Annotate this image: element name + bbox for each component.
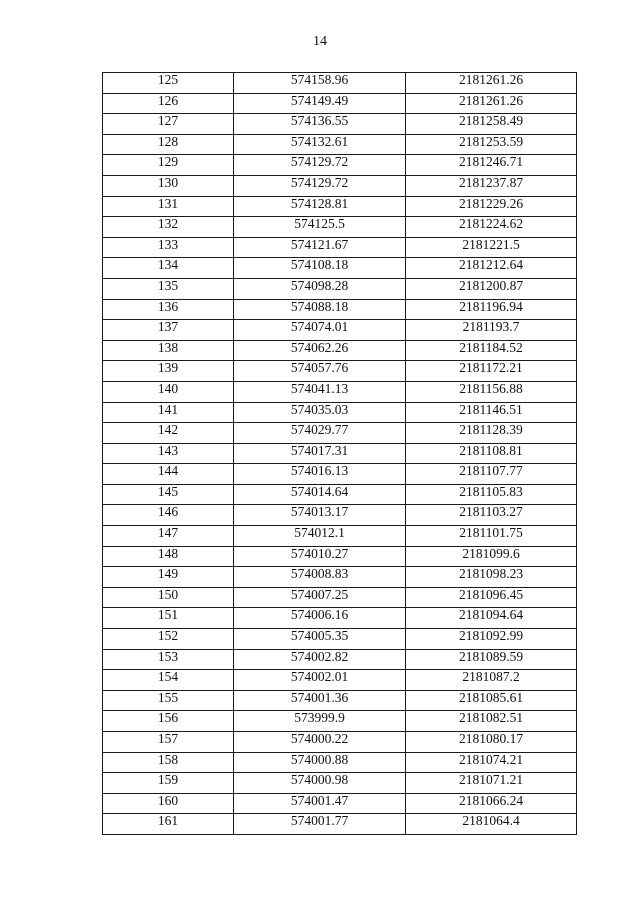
y-coordinate-cell: 2181096.45 bbox=[406, 587, 577, 608]
y-coordinate-cell: 2181101.75 bbox=[406, 526, 577, 547]
coordinates-table bbox=[102, 72, 577, 835]
point-number-cell: 160 bbox=[103, 793, 234, 814]
y-coordinate-cell: 2181074.21 bbox=[406, 752, 577, 773]
point-number-cell: 144 bbox=[103, 464, 234, 485]
x-coordinate-cell: 574158.96 bbox=[234, 73, 406, 94]
point-number-cell: 128 bbox=[103, 134, 234, 155]
x-coordinate-cell: 574017.31 bbox=[234, 443, 406, 464]
x-coordinate-cell: 574029.77 bbox=[234, 423, 406, 444]
point-number-cell: 150 bbox=[103, 587, 234, 608]
table-row bbox=[103, 526, 577, 547]
x-coordinate-cell: 574129.72 bbox=[234, 175, 406, 196]
y-coordinate-cell: 2181258.49 bbox=[406, 114, 577, 135]
y-coordinate-cell: 2181128.39 bbox=[406, 423, 577, 444]
point-number-cell: 148 bbox=[103, 546, 234, 567]
table-row bbox=[103, 567, 577, 588]
y-coordinate-cell: 2181103.27 bbox=[406, 505, 577, 526]
table-row bbox=[103, 752, 577, 773]
x-coordinate-cell: 574016.13 bbox=[234, 464, 406, 485]
table-row bbox=[103, 155, 577, 176]
point-number-cell: 137 bbox=[103, 320, 234, 341]
x-coordinate-cell: 574000.98 bbox=[234, 773, 406, 794]
table-row bbox=[103, 423, 577, 444]
point-number-cell: 140 bbox=[103, 381, 234, 402]
x-coordinate-cell: 574007.25 bbox=[234, 587, 406, 608]
x-coordinate-cell: 574013.17 bbox=[234, 505, 406, 526]
point-number-cell: 142 bbox=[103, 423, 234, 444]
x-coordinate-cell: 574136.55 bbox=[234, 114, 406, 135]
table-row bbox=[103, 711, 577, 732]
x-coordinate-cell: 574002.01 bbox=[234, 670, 406, 691]
y-coordinate-cell: 2181229.26 bbox=[406, 196, 577, 217]
point-number-cell: 159 bbox=[103, 773, 234, 794]
point-number-cell: 156 bbox=[103, 711, 234, 732]
x-coordinate-cell: 574010.27 bbox=[234, 546, 406, 567]
y-coordinate-cell: 2181196.94 bbox=[406, 299, 577, 320]
table-row bbox=[103, 278, 577, 299]
x-coordinate-cell: 574001.77 bbox=[234, 814, 406, 835]
y-coordinate-cell: 2181105.83 bbox=[406, 484, 577, 505]
table-row bbox=[103, 114, 577, 135]
y-coordinate-cell: 2181200.87 bbox=[406, 278, 577, 299]
y-coordinate-cell: 2181064.4 bbox=[406, 814, 577, 835]
x-coordinate-cell: 573999.9 bbox=[234, 711, 406, 732]
y-coordinate-cell: 2181246.71 bbox=[406, 155, 577, 176]
y-coordinate-cell: 2181099.6 bbox=[406, 546, 577, 567]
table-row bbox=[103, 690, 577, 711]
point-number-cell: 139 bbox=[103, 361, 234, 382]
point-number-cell: 132 bbox=[103, 217, 234, 238]
x-coordinate-cell: 574125.5 bbox=[234, 217, 406, 238]
x-coordinate-cell: 574121.67 bbox=[234, 237, 406, 258]
y-coordinate-cell: 2181082.51 bbox=[406, 711, 577, 732]
x-coordinate-cell: 574035.03 bbox=[234, 402, 406, 423]
point-number-cell: 152 bbox=[103, 629, 234, 650]
point-number-cell: 149 bbox=[103, 567, 234, 588]
point-number-cell: 158 bbox=[103, 752, 234, 773]
x-coordinate-cell: 574000.22 bbox=[234, 732, 406, 753]
table-row bbox=[103, 484, 577, 505]
y-coordinate-cell: 2181108.81 bbox=[406, 443, 577, 464]
table-row bbox=[103, 402, 577, 423]
point-number-cell: 130 bbox=[103, 175, 234, 196]
coordinates-table-body bbox=[103, 73, 577, 835]
table-row bbox=[103, 340, 577, 361]
point-number-cell: 125 bbox=[103, 73, 234, 94]
table-row bbox=[103, 649, 577, 670]
y-coordinate-cell: 2181193.7 bbox=[406, 320, 577, 341]
table-row bbox=[103, 134, 577, 155]
x-coordinate-cell: 574074.01 bbox=[234, 320, 406, 341]
table-row bbox=[103, 361, 577, 382]
y-coordinate-cell: 2181156.88 bbox=[406, 381, 577, 402]
point-number-cell: 129 bbox=[103, 155, 234, 176]
x-coordinate-cell: 574041.13 bbox=[234, 381, 406, 402]
table-row bbox=[103, 175, 577, 196]
y-coordinate-cell: 2181172.21 bbox=[406, 361, 577, 382]
x-coordinate-cell: 574128.81 bbox=[234, 196, 406, 217]
table-row bbox=[103, 773, 577, 794]
point-number-cell: 131 bbox=[103, 196, 234, 217]
point-number-cell: 155 bbox=[103, 690, 234, 711]
x-coordinate-cell: 574014.64 bbox=[234, 484, 406, 505]
table-row bbox=[103, 443, 577, 464]
x-coordinate-cell: 574001.36 bbox=[234, 690, 406, 711]
x-coordinate-cell: 574008.83 bbox=[234, 567, 406, 588]
x-coordinate-cell: 574000.88 bbox=[234, 752, 406, 773]
y-coordinate-cell: 2181224.62 bbox=[406, 217, 577, 238]
x-coordinate-cell: 574006.16 bbox=[234, 608, 406, 629]
page-number: 14 bbox=[313, 34, 327, 49]
table-row bbox=[103, 464, 577, 485]
table-row bbox=[103, 299, 577, 320]
point-number-cell: 153 bbox=[103, 649, 234, 670]
table-row bbox=[103, 381, 577, 402]
point-number-cell: 127 bbox=[103, 114, 234, 135]
point-number-cell: 134 bbox=[103, 258, 234, 279]
x-coordinate-cell: 574002.82 bbox=[234, 649, 406, 670]
y-coordinate-cell: 2181261.26 bbox=[406, 93, 577, 114]
point-number-cell: 154 bbox=[103, 670, 234, 691]
point-number-cell: 136 bbox=[103, 299, 234, 320]
point-number-cell: 143 bbox=[103, 443, 234, 464]
x-coordinate-cell: 574001.47 bbox=[234, 793, 406, 814]
table-row bbox=[103, 546, 577, 567]
table-row bbox=[103, 237, 577, 258]
table-row bbox=[103, 93, 577, 114]
y-coordinate-cell: 2181098.23 bbox=[406, 567, 577, 588]
point-number-cell: 145 bbox=[103, 484, 234, 505]
y-coordinate-cell: 2181107.77 bbox=[406, 464, 577, 485]
y-coordinate-cell: 2181237.87 bbox=[406, 175, 577, 196]
table-row bbox=[103, 670, 577, 691]
table-row bbox=[103, 587, 577, 608]
x-coordinate-cell: 574132.61 bbox=[234, 134, 406, 155]
y-coordinate-cell: 2181066.24 bbox=[406, 793, 577, 814]
point-number-cell: 146 bbox=[103, 505, 234, 526]
y-coordinate-cell: 2181087.2 bbox=[406, 670, 577, 691]
point-number-cell: 147 bbox=[103, 526, 234, 547]
y-coordinate-cell: 2181094.64 bbox=[406, 608, 577, 629]
table-row bbox=[103, 196, 577, 217]
point-number-cell: 161 bbox=[103, 814, 234, 835]
x-coordinate-cell: 574057.76 bbox=[234, 361, 406, 382]
point-number-cell: 151 bbox=[103, 608, 234, 629]
point-number-cell: 126 bbox=[103, 93, 234, 114]
table-row bbox=[103, 73, 577, 94]
x-coordinate-cell: 574098.28 bbox=[234, 278, 406, 299]
point-number-cell: 138 bbox=[103, 340, 234, 361]
point-number-cell: 133 bbox=[103, 237, 234, 258]
table-row bbox=[103, 217, 577, 238]
table-row bbox=[103, 258, 577, 279]
y-coordinate-cell: 2181253.59 bbox=[406, 134, 577, 155]
y-coordinate-cell: 2181089.59 bbox=[406, 649, 577, 670]
y-coordinate-cell: 2181184.52 bbox=[406, 340, 577, 361]
y-coordinate-cell: 2181212.64 bbox=[406, 258, 577, 279]
x-coordinate-cell: 574012.1 bbox=[234, 526, 406, 547]
y-coordinate-cell: 2181080.17 bbox=[406, 732, 577, 753]
table-row bbox=[103, 814, 577, 835]
x-coordinate-cell: 574062.26 bbox=[234, 340, 406, 361]
x-coordinate-cell: 574005.35 bbox=[234, 629, 406, 650]
table-row bbox=[103, 320, 577, 341]
table-row bbox=[103, 732, 577, 753]
table-row bbox=[103, 608, 577, 629]
y-coordinate-cell: 2181261.26 bbox=[406, 73, 577, 94]
y-coordinate-cell: 2181092.99 bbox=[406, 629, 577, 650]
x-coordinate-cell: 574129.72 bbox=[234, 155, 406, 176]
y-coordinate-cell: 2181221.5 bbox=[406, 237, 577, 258]
y-coordinate-cell: 2181085.61 bbox=[406, 690, 577, 711]
x-coordinate-cell: 574108.18 bbox=[234, 258, 406, 279]
point-number-cell: 141 bbox=[103, 402, 234, 423]
x-coordinate-cell: 574088.18 bbox=[234, 299, 406, 320]
y-coordinate-cell: 2181071.21 bbox=[406, 773, 577, 794]
table-row bbox=[103, 793, 577, 814]
table-row bbox=[103, 505, 577, 526]
x-coordinate-cell: 574149.49 bbox=[234, 93, 406, 114]
point-number-cell: 135 bbox=[103, 278, 234, 299]
point-number-cell: 157 bbox=[103, 732, 234, 753]
table-row bbox=[103, 629, 577, 650]
y-coordinate-cell: 2181146.51 bbox=[406, 402, 577, 423]
